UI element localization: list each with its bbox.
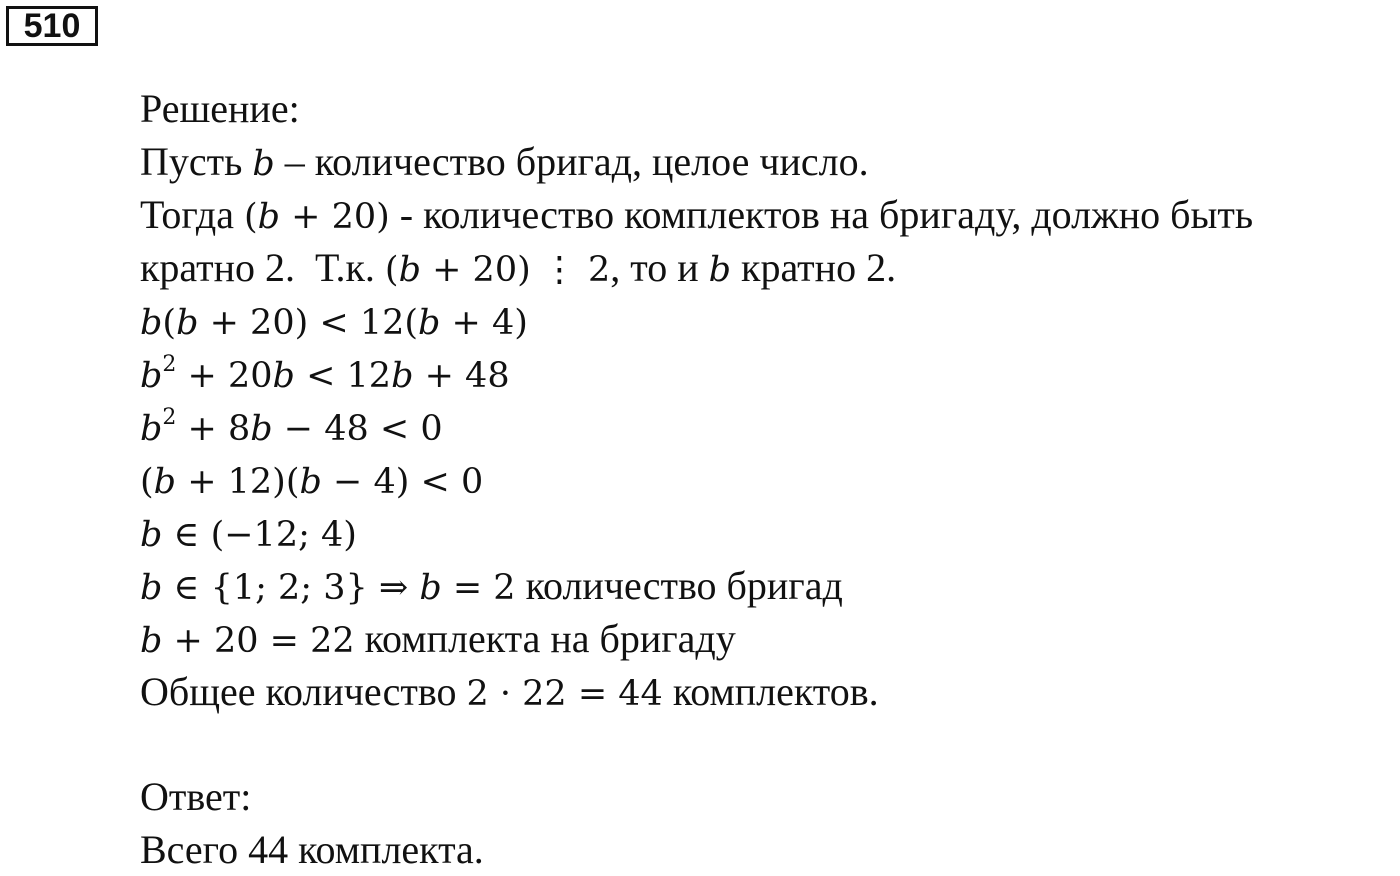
text: Общее количество (140, 669, 467, 714)
math: ∈ {1; 2; 3} ⇒ (162, 568, 420, 608)
math: + 4) (440, 303, 528, 343)
math: < 12 (294, 356, 392, 396)
math: + 20 = 22 (162, 621, 355, 661)
exponent: 2 (162, 405, 177, 430)
solution-body (140, 82, 1390, 876)
problem-number: 510 (6, 6, 98, 46)
var-b: b (272, 356, 295, 396)
math: 2 · 22 = 44 (466, 674, 663, 714)
math: + 20) < 12( (198, 303, 419, 343)
text: , то и (610, 245, 709, 290)
equation-total (140, 665, 1390, 718)
line-then (140, 188, 1390, 241)
var-b: b (418, 303, 441, 343)
var-b: b (419, 568, 442, 608)
equation-sets-per-brigade (140, 612, 1390, 665)
var-b: b (398, 250, 421, 290)
var-b: b (140, 621, 163, 661)
line-let-b (140, 135, 1390, 188)
math: − 4) < 0 (321, 462, 484, 502)
var-b: b (140, 568, 163, 608)
var-b: b (140, 515, 163, 555)
equation-factored (140, 453, 1390, 506)
text: Пусть (140, 139, 253, 184)
math: ( (243, 197, 258, 237)
math: + 48 (413, 356, 510, 396)
var-b: b (140, 356, 163, 396)
var-b: b (252, 144, 275, 184)
answer-text: Всего 44 комплекта. (140, 827, 484, 872)
exponent: 2 (162, 352, 177, 377)
math: ∈ (−12; 4) (162, 515, 357, 555)
text: кратно 2. (731, 245, 897, 290)
math: = 2 (441, 568, 516, 608)
text: Тогда (140, 192, 244, 237)
var-b: b (299, 462, 322, 502)
text: комплекта на бригаду (354, 616, 736, 661)
line-divisible (140, 241, 1390, 294)
math: + 20) ⋮ 2 (420, 250, 611, 290)
equation-quadratic (140, 400, 1390, 453)
math: ( (162, 303, 177, 343)
math: + 8 (176, 409, 251, 449)
text: комплектов. (662, 669, 879, 714)
var-b: b (391, 356, 414, 396)
math: − 48 < 0 (272, 409, 443, 449)
equation-set (140, 559, 1390, 612)
text: количество бригад (515, 563, 843, 608)
math: + 12)( (176, 462, 300, 502)
var-b: b (176, 303, 199, 343)
math: + 20) (280, 197, 390, 237)
equation-interval (140, 506, 1390, 559)
text: - количество комплектов на бригаду, должно быть (389, 192, 1254, 237)
var-b: b (250, 409, 273, 449)
var-b: b (140, 303, 163, 343)
equation-inequality (140, 294, 1390, 347)
spacer (140, 718, 1390, 770)
text: – количество бригад, целое число. (274, 139, 869, 184)
math: ( (384, 250, 399, 290)
var-b: b (257, 197, 281, 237)
math: + 20 (176, 356, 273, 396)
var-b: b (153, 462, 177, 502)
var-b: b (140, 409, 163, 449)
solution-label: Решение: (140, 86, 300, 131)
text: кратно 2. Т.к. (140, 245, 385, 290)
equation-expanded (140, 347, 1390, 400)
math: ( (140, 462, 154, 502)
var-b: b (708, 250, 732, 290)
answer-label: Ответ: (140, 774, 252, 819)
